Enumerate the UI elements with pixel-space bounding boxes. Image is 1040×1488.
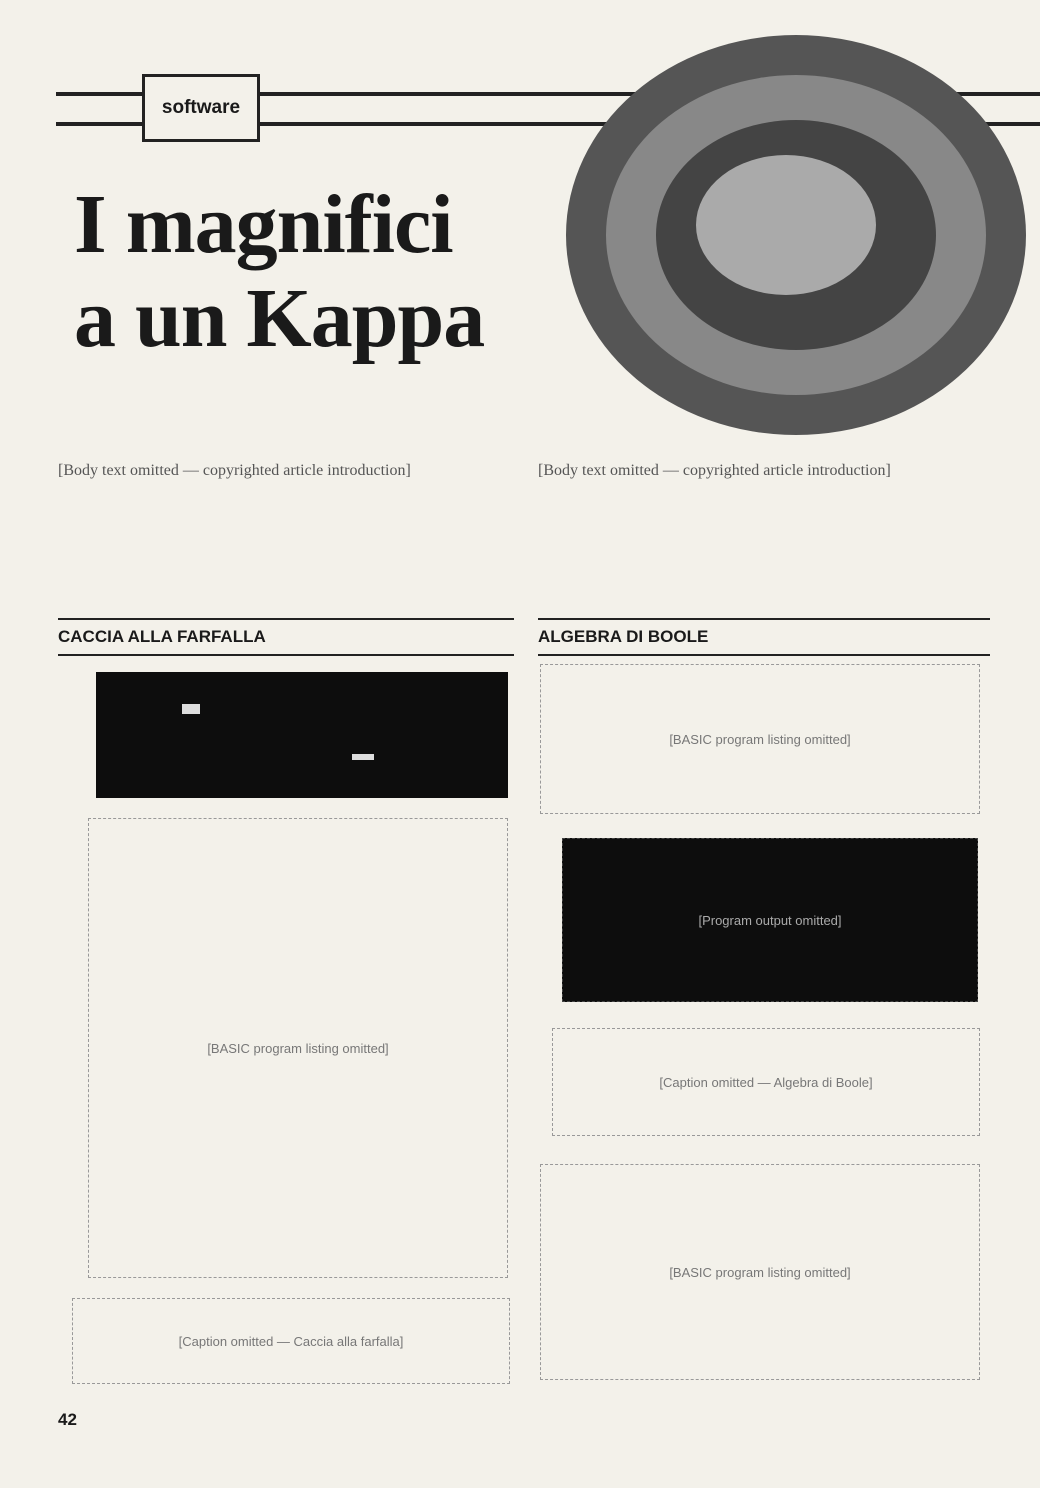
caption-butterfly: [Caption omitted — Caccia alla farfalla]	[72, 1298, 510, 1384]
intro-right: [Body text omitted — copyrighted article introduction]	[538, 462, 891, 479]
page-number: 42	[58, 1410, 77, 1429]
article-title	[74, 178, 534, 366]
code-listing-boole-1: [BASIC program listing omitted]	[540, 664, 980, 814]
code-listing-butterfly: [BASIC program listing omitted]	[88, 818, 508, 1278]
butterfly-sprites	[96, 672, 508, 798]
boole-screen	[562, 838, 978, 1002]
title-line-2: a un Kappa	[74, 272, 485, 366]
butterfly-screen	[96, 672, 508, 798]
sculpture-illustration	[536, 20, 1040, 450]
intro-left: [Body text omitted — copyrighted article introduction]	[58, 462, 411, 479]
caption-boole: [Caption omitted — Algebra di Boole]	[552, 1028, 980, 1136]
code-listing-boole-2: [BASIC program listing omitted]	[540, 1164, 980, 1380]
section-heading-butterfly: CACCIA ALLA FARFALLA	[58, 618, 514, 656]
section-heading-boole: ALGEBRA DI BOOLE	[538, 618, 990, 656]
title-line-1: I magnifici	[74, 178, 453, 271]
boole-screen-output: [Program output omitted]	[562, 838, 978, 1002]
section-tag: software	[142, 74, 260, 142]
